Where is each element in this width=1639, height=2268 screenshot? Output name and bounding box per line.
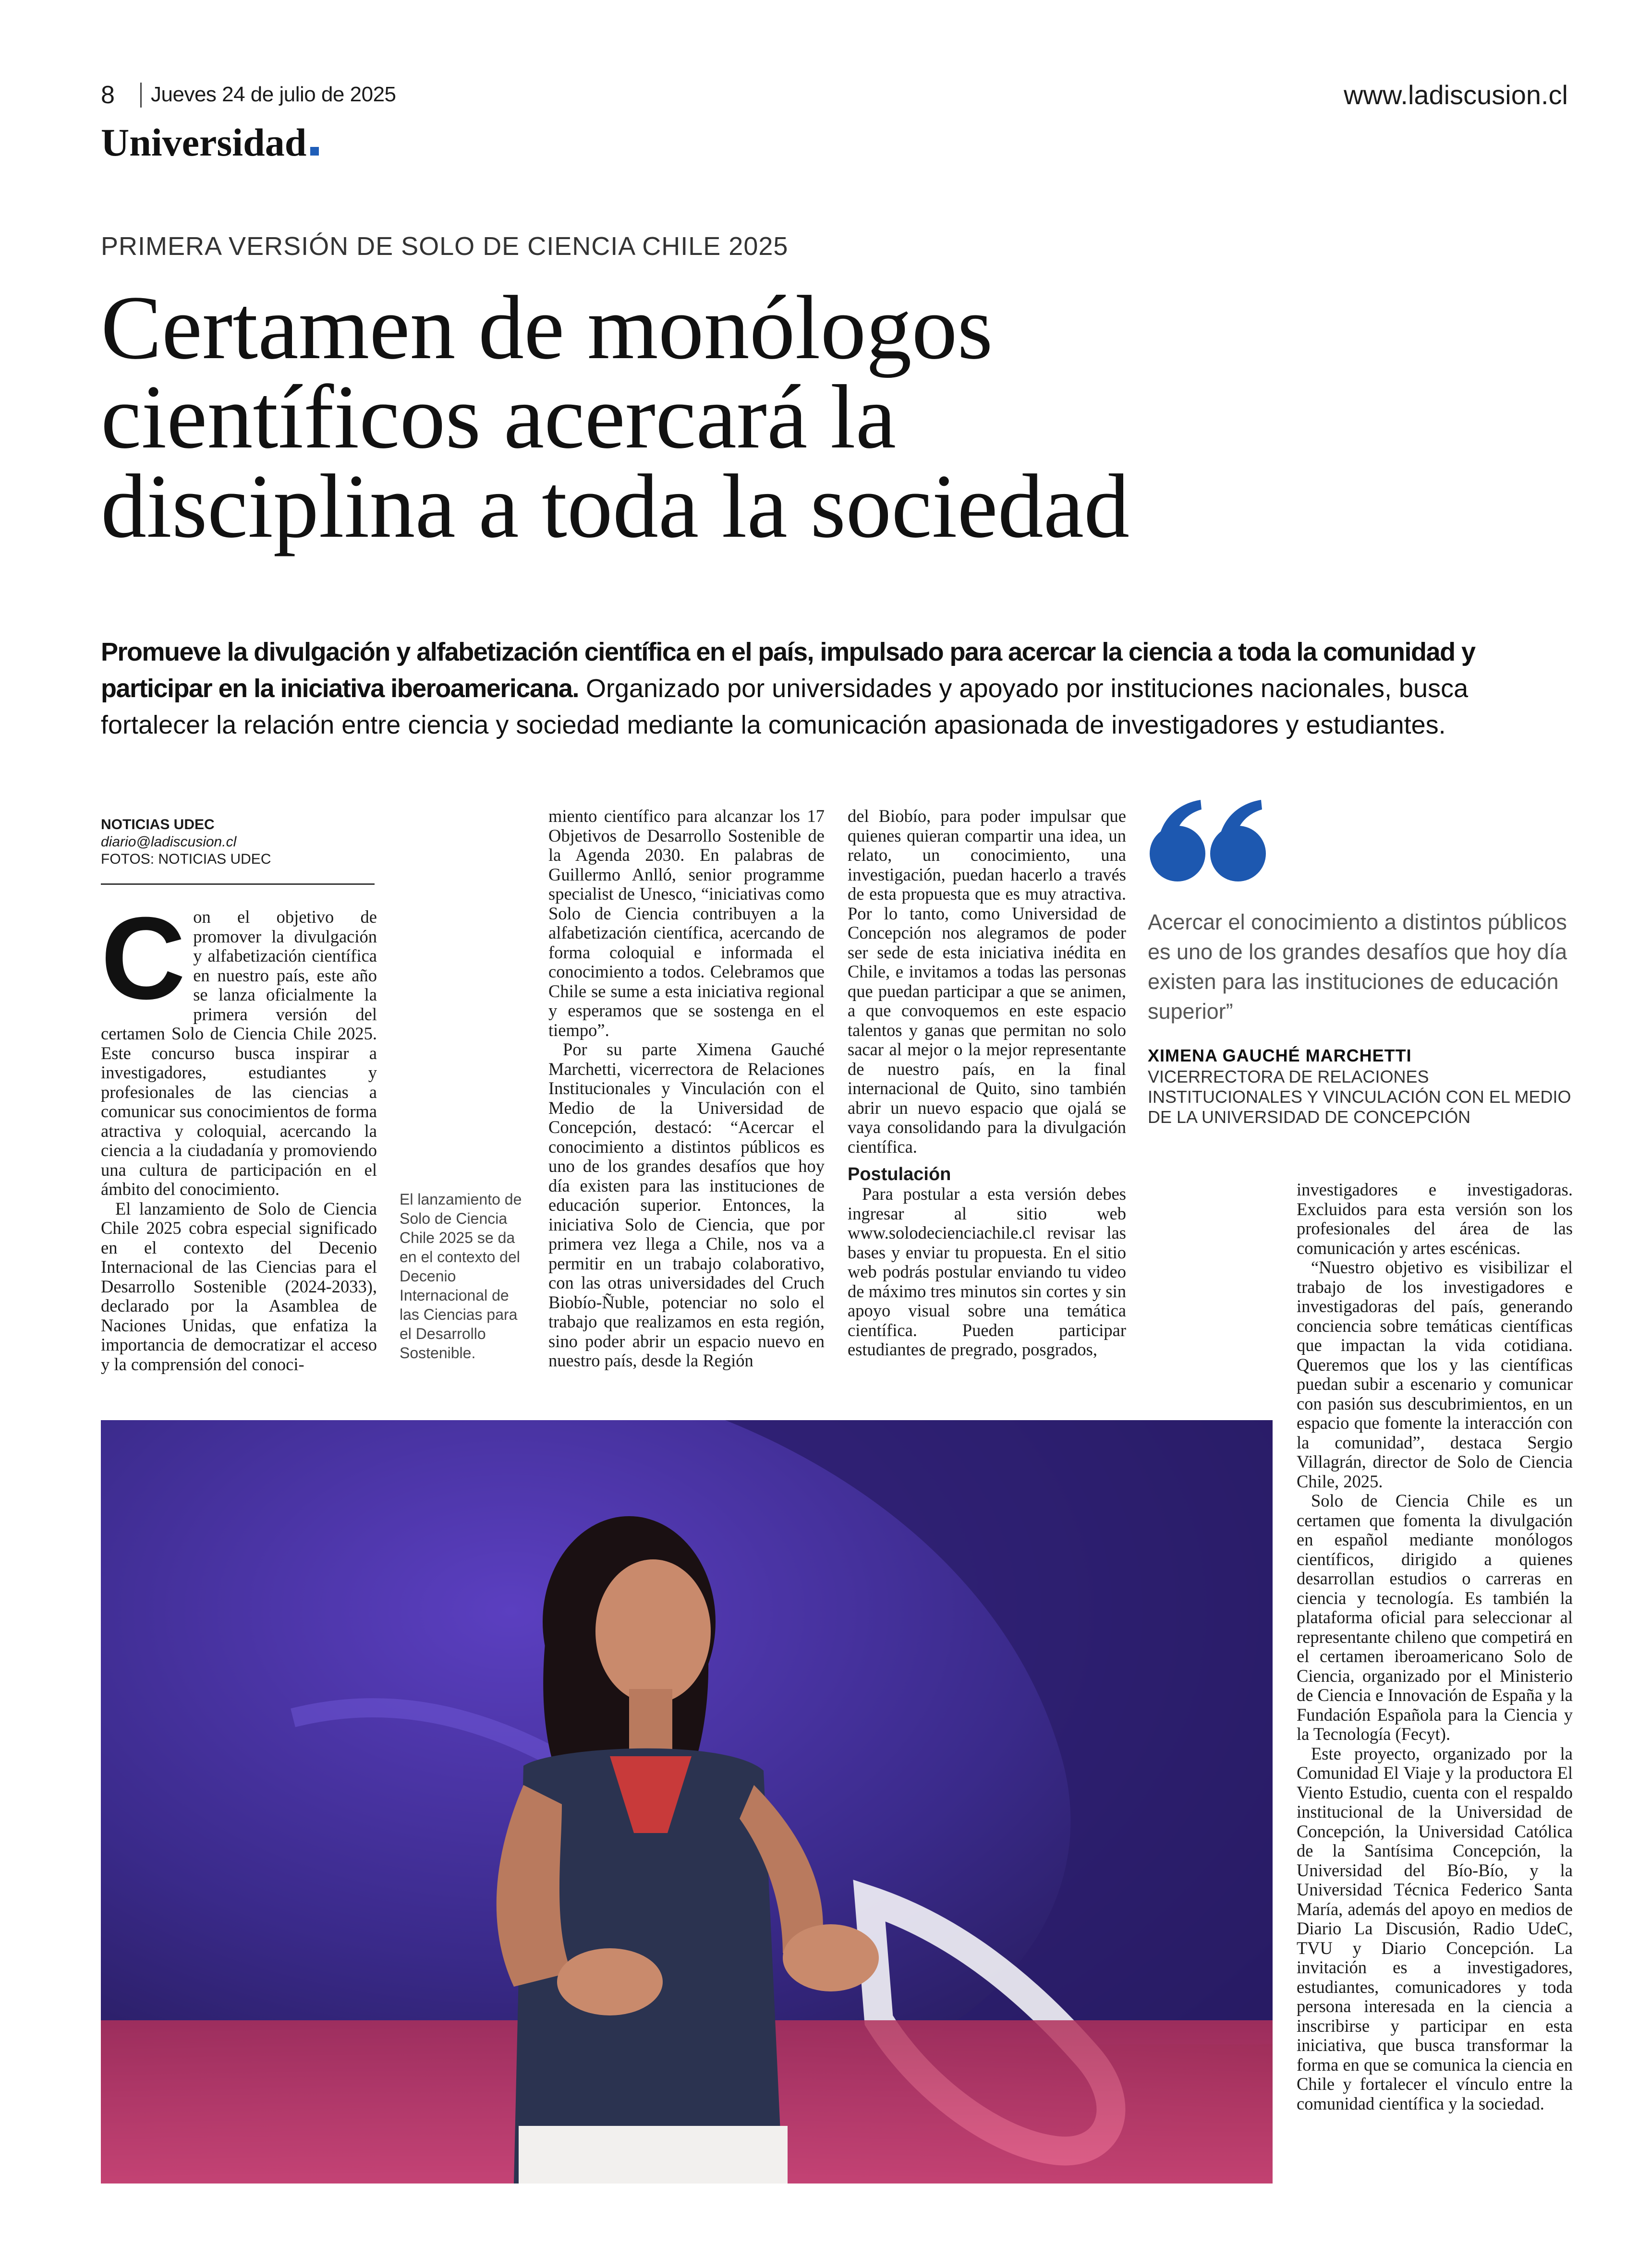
pull-quote: Acercar el conocimiento a distintos públicos es uno de los grandes desafíos que hoy día existen para las instituciones de educación superior”	[1148, 910, 1567, 1024]
folio-divider	[140, 83, 142, 108]
body-paragraph: Solo de Ciencia Chile es un certamen que fomenta la divulgación en español mediante monólogos científicos, dirigido a quienes desarrollan estudios o carreras en ciencia y tecnología. Es también la plataforma oficial para seleccionar al representante chileno que competirá en el certamen iberoamericano Solo de Ciencia, organizado por el Ministerio de Ciencia e Innovación de España y la Fundación Española para la Ciencia y la Tecnología (Fecyt).	[1297, 1491, 1573, 1744]
byline-email[interactable]: diario@ladiscusion.cl	[101, 834, 237, 850]
article-photo	[101, 1420, 1273, 2184]
headline-line: científicos acercará la	[101, 367, 897, 468]
byline	[101, 816, 375, 868]
body-paragraph: on el objetivo de promover la divulgación y alfabetización científica en nuestro país, este año se lanza oficialmente la primera versión del certamen Solo de Ciencia Chile 2025. Este concurso busca inspirar a investigadores, estudiantes y profesionales de las ciencias a comunicar sus conocimientos de forma atractiva y coloquial, acercando la ciencia a la ciudadanía y promoviendo una cultura de participación en el ámbito del conocimiento.	[101, 907, 377, 1199]
byline-rule	[101, 883, 375, 885]
section-dot	[310, 147, 319, 156]
byline-photos: FOTOS: NOTICIAS UDEC	[101, 851, 271, 867]
quote-attribution-name: XIMENA GAUCHÉ MARCHETTI	[1148, 1046, 1412, 1065]
kicker: PRIMERA VERSIÓN DE SOLO DE CIENCIA CHILE 2025	[101, 232, 789, 261]
body-column-4	[1297, 1180, 1573, 2113]
body-column-1	[101, 893, 377, 1374]
body-paragraph: del Biobío, para poder impulsar que quienes quieran compartir una idea, un relato, un conocimiento, una investigación, puedan hacerlo a través de esta propuesta que es muy atractiva. Por lo tanto, como Universidad de Concepción nos alegramos de poder ser sede de esta iniciativa inédita en Chile, e invitamos a todas las personas que puedan participar a que se animen, a que convoquemos en este espacio talentos y ganas que permitan no solo sacar al mejor o la mejor representante de nuestro país, en la final internacional de Quito, sino también abrir un nuevo espacio que ojalá se vaya consolidando para la divulgación científica.	[848, 806, 1126, 1157]
headline	[101, 277, 1566, 557]
body-paragraph: Para postular a esta versión debes ingresar al sitio web www.solodecienciachile.cl revisar las bases y enviar tu propuesta. En el sitio web podrás postular enviando tu video de máximo tres minutos sin cortes y sin apoyo visual sobre una temática científica. Pueden participar estudiantes de pregrado, posgrados,	[848, 1184, 1126, 1359]
page-number: 8	[101, 81, 115, 109]
deck-bold: Promueve la divulgación y alfabetización científica en el país, impulsado para acercar la ciencia a toda la comunidad y participar en la iniciativa iberoamericana.	[101, 638, 1475, 703]
body-paragraph: Por su parte Ximena Gauché Marchetti, vicerrectora de Relaciones Institucionales y Vinculación con el Medio de la Universidad de Concepción, destacó: “Acercar el conocimiento a distintos públicos es uno de los grandes desafíos que hoy día existen para las instituciones de educación superior. Entonces, la iniciativa Solo de Ciencia, que por primera vez llega a Chile, nos va a permitir en un trabajo colaborativo, con las otras universidades del Cruch Biobío-Ñuble, potenciar no solo el trabajo que realizamos en esta región, sino poder abrir un espacio nuevo en nuestro país, desde la Región	[548, 1039, 825, 1370]
opening-quote-icon	[1148, 797, 1273, 883]
body-paragraph: Este proyecto, organizado por la Comunidad El Viaje y la productora El Viento Estudio, cuenta con el respaldo institucional de la Universidad de Concepción, la Universidad Católica de la Santísima Concepción, la Universidad del Bío-Bío, y la Universidad Técnica Federico Santa María, además del apoyo en medios de Diario La Discusión, Radio UdeC, TVU y Diario Concepción. La invitación es a investigadores, estudiantes, comunicadores y toda persona interesada en la ciencia a inscribirse y participar en esta iniciativa, que busca transformar la forma en que se comunica la ciencia en Chile y fortalecer el vínculo entre la comunidad científica y la sociedad.	[1297, 1743, 1573, 2113]
headline-line: disciplina a toda la sociedad	[101, 456, 1130, 557]
body-paragraph: investigadores e investigadoras. Excluidos para esta versión son los profesionales del área de las comunicación y artes escénicas.	[1297, 1180, 1573, 1258]
body-paragraph: miento científico para alcanzar los 17 Objetivos de Desarrollo Sostenible de la Agenda 2030. En palabras de Guillermo Anlló, senior programme specialist de Unesco, “iniciativas como Solo de Ciencia contribuyen a la alfabetización científica, acercando de forma coloquial e informada el conocimiento a todos. Celebramos que Chile se sume a esta iniciativa regional y esperamos que se sostenga en el tiempo”.	[548, 806, 825, 1040]
body-column-3	[848, 807, 1126, 1360]
page-date: Jueves 24 de julio de 2025	[151, 83, 396, 106]
headline-line: Certamen de monólogos	[101, 277, 993, 378]
byline-org: NOTICIAS UDEC	[101, 817, 215, 832]
speaker-on-stage-illustration	[101, 1420, 1273, 2184]
deck-regular: Organizado por universidades y apoyado por instituciones nacionales, busca fortalecer la relación entre ciencia y sociedad mediante la comunicación apasionada de investigadores y estudiantes.	[101, 674, 1469, 739]
deck	[101, 634, 1570, 743]
body-column-2	[548, 807, 825, 1371]
photo-caption: El lanzamiento de Solo de Ciencia Chile 2025 se da en el contexto del Decenio Internacional de las Ciencias para el Desarrollo Sostenible.	[400, 1191, 522, 1362]
subheading: Postulación	[848, 1164, 951, 1184]
body-paragraph: “Nuestro objetivo es visibilizar el trabajo de los investigadores e investigadoras del país, generando conciencia sobre temáticas científicas que impactan la vida cotidiana. Queremos que los y las científicas puedan subir a escenario y comunicar con pasión sus descubrimientos, en un espacio que fomente la interacción con la comunidad”, destaca Sergio Villagrán, director de Solo de Ciencia Chile, 2025.	[1297, 1257, 1573, 1491]
section-label	[101, 120, 319, 165]
body-paragraph: El lanzamiento de Solo de Ciencia Chile 2025 cobra especial significado en el contexto del Decenio Internacional de las Ciencias para el Desarrollo Sostenible (2024-2033), declarado por la Asamblea de Naciones Unidas, que enfatiza la importancia de democratizar el acceso y la comprensión del conoci-	[101, 1198, 377, 1374]
quote-attribution-role: VICERRECTORA DE RELACIONES INSTITUCIONALES Y VINCULACIÓN CON EL MEDIO DE LA UNIVERSIDAD DE CONCEPCIÓN	[1148, 1067, 1571, 1127]
section-name: Universidad	[101, 121, 307, 164]
drop-cap: C	[101, 893, 186, 1024]
site-url[interactable]: www.ladiscusion.cl	[1344, 80, 1568, 110]
